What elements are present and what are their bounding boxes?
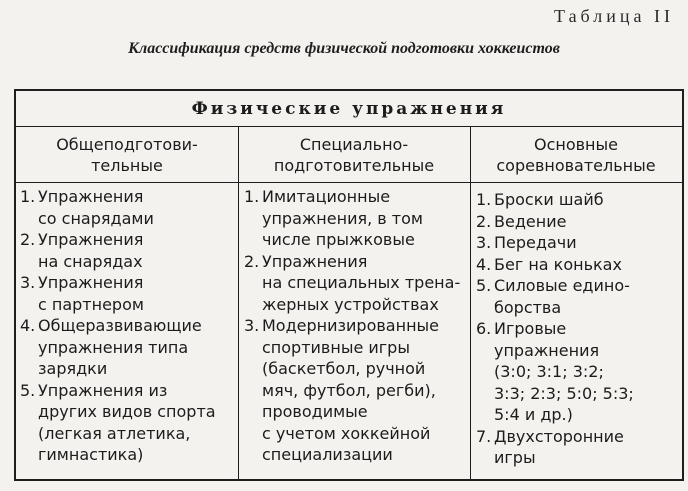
item-number: 3. [244, 316, 260, 335]
item-number: 6. [476, 319, 492, 338]
item-text: Бег на коньках [494, 254, 622, 274]
list-item [20, 272, 236, 315]
table-caption: Классификация средств физической подготовки хоккеистов [128, 40, 560, 57]
main-header: Физические упражнения [16, 91, 682, 127]
list-item [20, 229, 236, 272]
list-item [20, 380, 236, 466]
list-item [244, 251, 468, 316]
list-item [476, 275, 680, 318]
item-text: Двухсторонние игры [494, 426, 624, 467]
item-number: 1. [20, 187, 36, 206]
list-item [476, 232, 680, 254]
item-text: Броски шайб [494, 190, 604, 209]
item-number: 1. [476, 190, 492, 209]
item-text: Ведение [494, 211, 567, 231]
item-text: Модернизированные спортивные игры (баскетбол, ручной мяч, футбол, регби), проводимые с учетом хоккейной специализации [262, 316, 439, 464]
column-body-general [20, 183, 236, 479]
column-divider [470, 127, 471, 479]
table-number: Таблица II [554, 6, 674, 26]
item-text: Передачи [494, 233, 577, 252]
item-number: 4. [20, 316, 36, 335]
item-text: Игровые упражнения (3:0; 3:1; 3:2; 3:3; 2:3; 5:0; 5:3; 5:4 и др.) [494, 319, 634, 424]
item-number: 5. [476, 276, 492, 295]
item-text: Силовые едино- борства [494, 276, 630, 317]
item-number: 7. [476, 426, 492, 446]
item-text: Имитационные упражнения, в том числе прыжковые [262, 187, 423, 249]
list-item [244, 186, 468, 251]
column-body-special [244, 183, 468, 479]
item-number: 3. [20, 273, 36, 292]
item-number: 4. [476, 254, 492, 274]
classification-table [14, 89, 684, 481]
item-text: Упражнения с партнером [38, 273, 144, 314]
list-item [244, 315, 468, 466]
item-number: 2. [244, 251, 260, 271]
item-list [244, 186, 468, 466]
list-item [476, 318, 680, 426]
list-item [476, 254, 680, 276]
item-text: Общеразвивающие упражнения типа зарядки [38, 316, 202, 378]
item-text: Упражнения со снарядами [38, 187, 154, 228]
column-header-competitive: Основные соревновательные [496, 135, 656, 175]
item-number: 2. [20, 230, 36, 249]
item-text: Упражнения на специальных трена- жерных устройствах [262, 251, 461, 314]
list-item [20, 315, 236, 380]
item-text: Упражнения из других видов спорта (легкая атлетика, гимнастика) [38, 380, 216, 464]
column-header-row [16, 127, 682, 183]
column-header-general: Общеподготови- тельные [56, 135, 198, 175]
column-header-special: Специально- подготовительные [273, 135, 435, 175]
list-item [20, 186, 236, 229]
item-number: 2. [476, 211, 492, 231]
column-body-competitive [476, 183, 680, 479]
item-number: 3. [476, 233, 492, 252]
item-list [20, 186, 236, 466]
item-text: Упражнения на снарядах [38, 230, 144, 271]
item-number: 5. [20, 380, 36, 400]
list-item [476, 211, 680, 233]
item-list [476, 189, 680, 469]
item-number: 1. [244, 187, 260, 206]
list-item [476, 189, 680, 211]
list-item [476, 426, 680, 469]
column-divider [238, 127, 239, 479]
